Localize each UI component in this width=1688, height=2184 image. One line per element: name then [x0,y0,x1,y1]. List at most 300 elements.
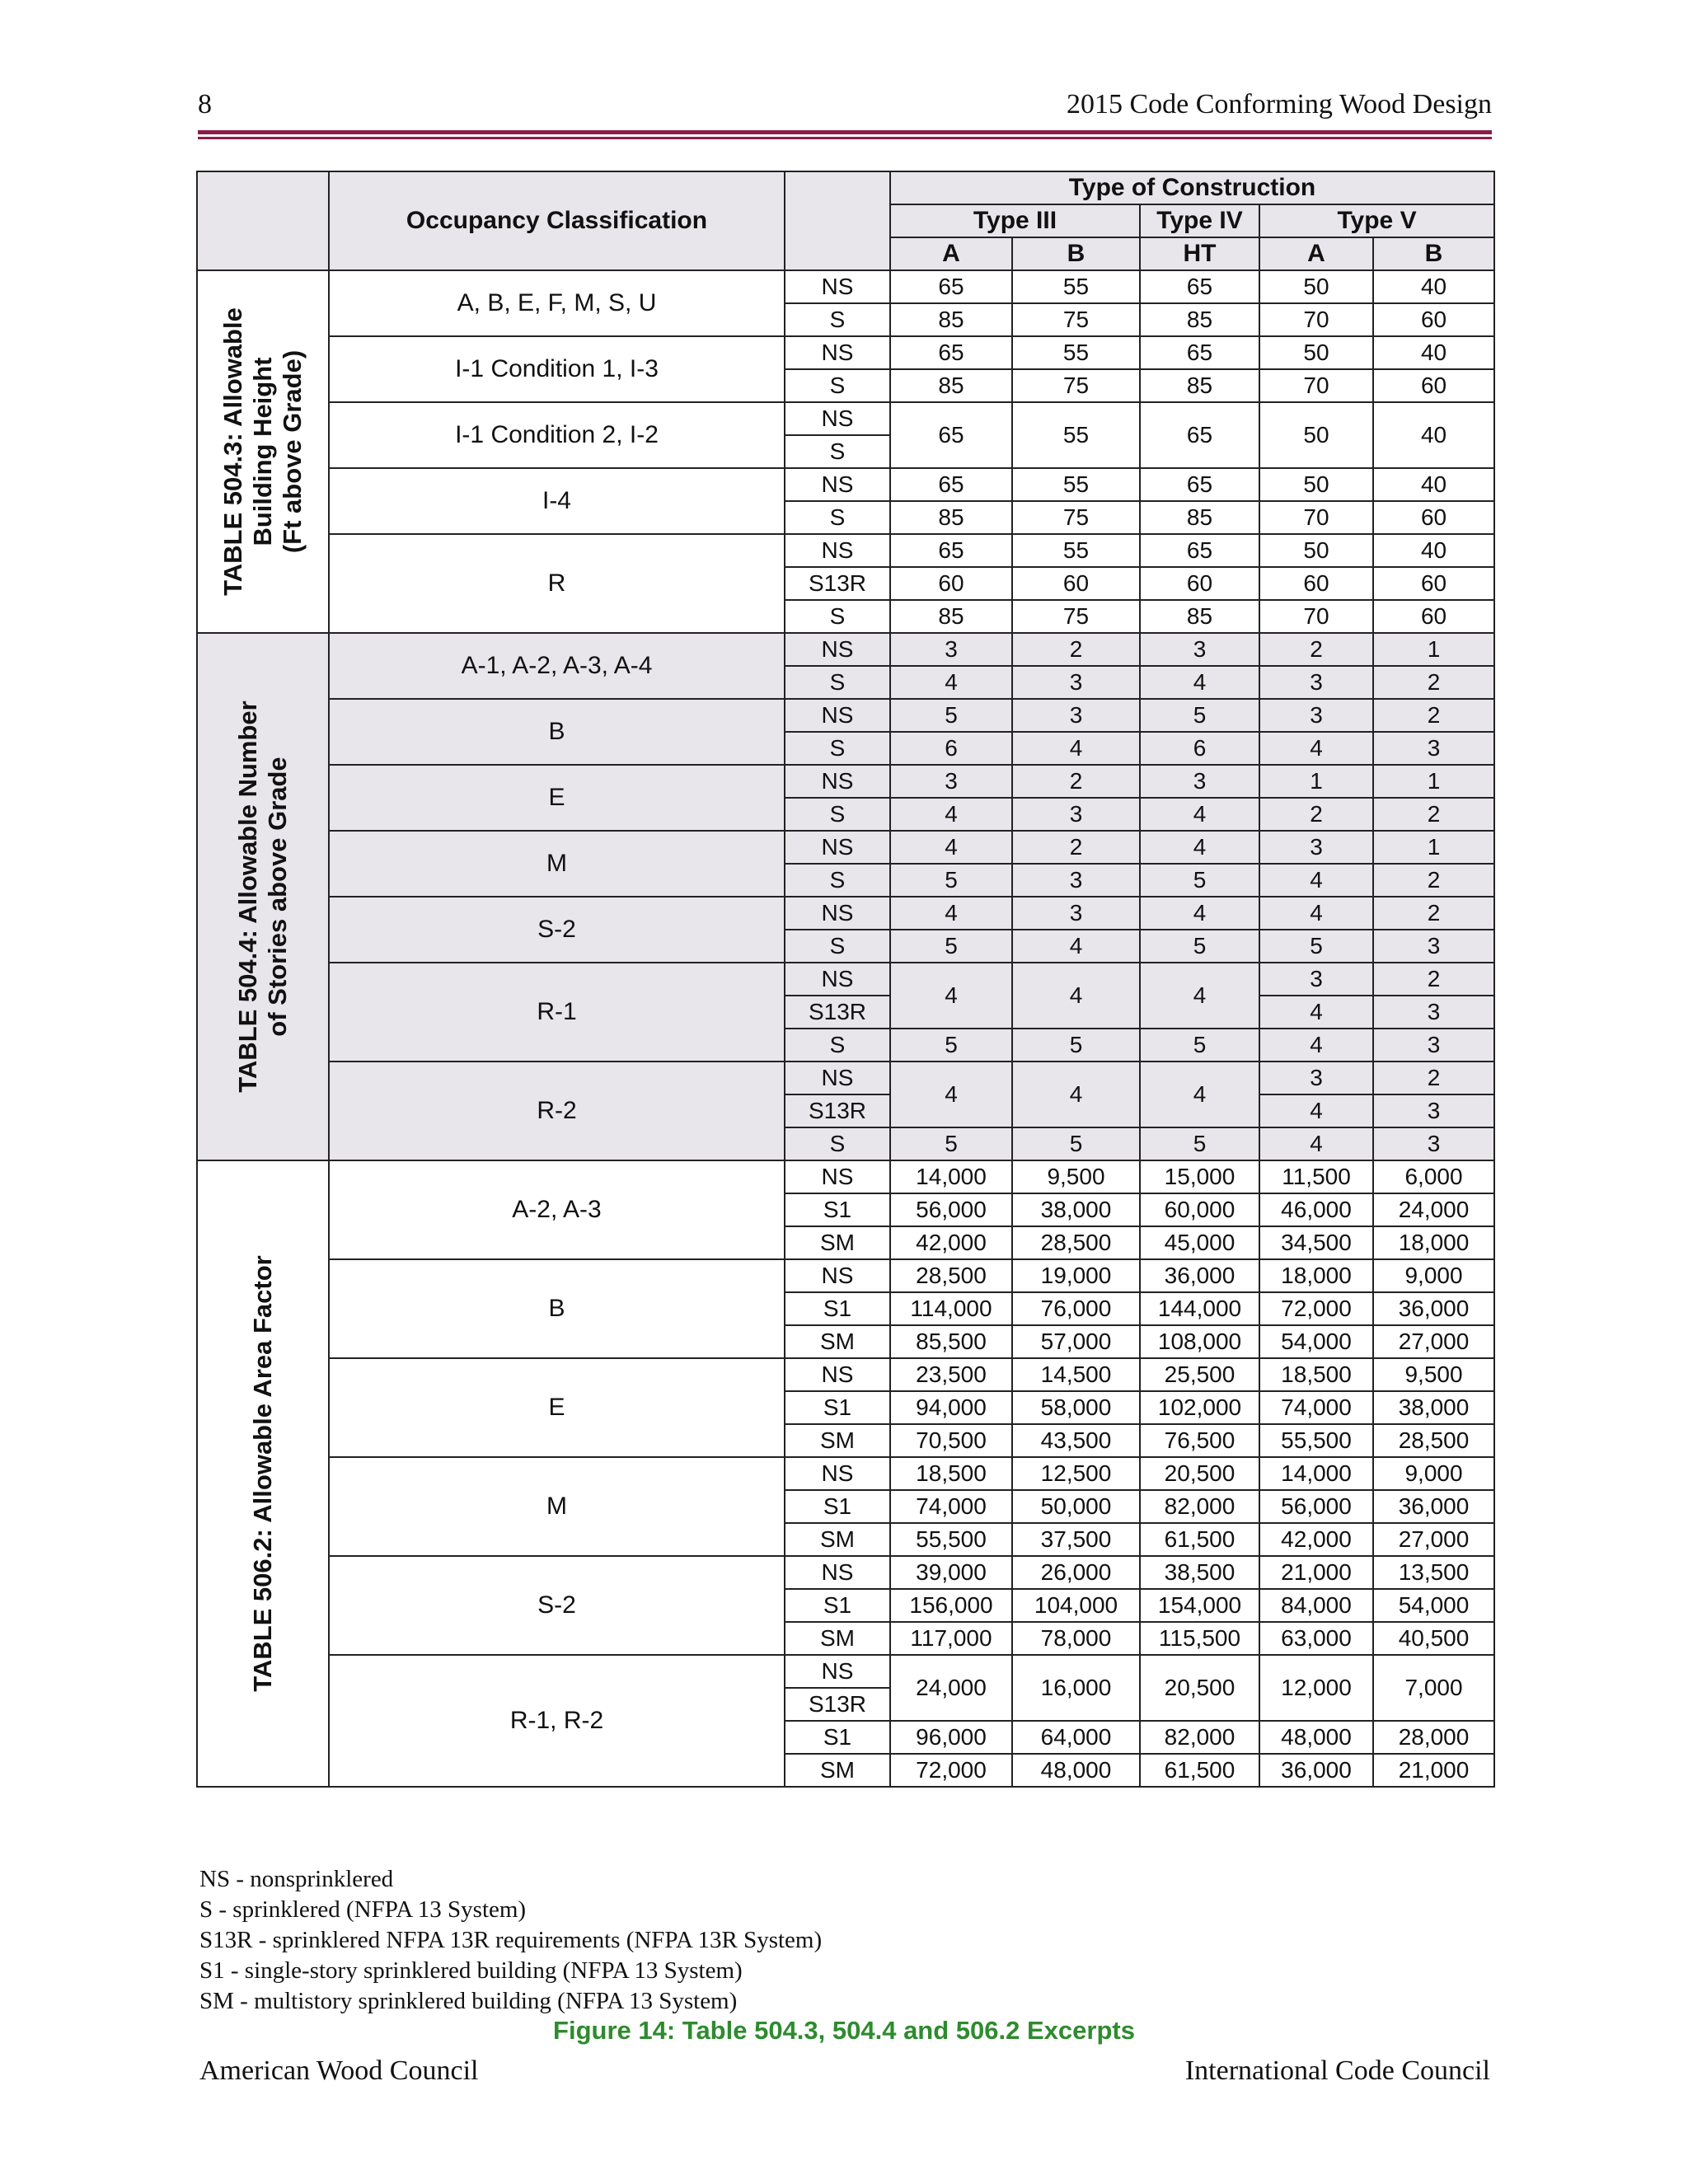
table-cell: NS [785,1655,890,1688]
table-cell: 14,500 [1012,1358,1140,1391]
table-cell: 48,000 [1259,1721,1373,1754]
table-cell: 4 [1140,831,1259,864]
table-cell: 5 [890,1029,1012,1062]
table-cell: 16,000 [1012,1655,1140,1721]
table-cell: 25,500 [1140,1358,1259,1391]
table-cell: 85 [1140,369,1259,402]
table-cell: 3 [1140,765,1259,798]
table-cell: NS [785,270,890,303]
occupancy-cell: R [329,534,785,633]
table-cell: SM [785,1754,890,1787]
table-cell: 115,500 [1140,1622,1259,1655]
table-cell: 3 [1373,930,1494,963]
table-cell: 85 [1140,600,1259,633]
table-cell: NS [785,336,890,369]
table-cell: 4 [1259,897,1373,930]
table-row [197,468,1494,501]
table-cell: 38,500 [1140,1556,1259,1589]
table-cell: NS [785,765,890,798]
table-cell: 23,500 [890,1358,1012,1391]
table-cell: 48,000 [1012,1754,1140,1787]
table-cell: 3 [1259,1062,1373,1094]
table-cell: 40 [1373,468,1494,501]
type-iii-header: Type III [890,204,1140,237]
occupancy-cell: A-2, A-3 [329,1160,785,1259]
table-cell: 3 [1373,996,1494,1029]
table-cell: 96,000 [890,1721,1012,1754]
table-cell: 5 [890,699,1012,732]
table-cell: 85 [890,501,1012,534]
type-of-construction-header: Type of Construction [890,171,1494,204]
table-cell: S [785,930,890,963]
table-row [197,633,1494,666]
table-cell: S [785,303,890,336]
table-cell: 5 [1259,930,1373,963]
table-cell: 63,000 [1259,1622,1373,1655]
table-cell: NS [785,534,890,567]
table-cell: 5 [1140,864,1259,897]
table-cell: 78,000 [1012,1622,1140,1655]
occupancy-cell: I-4 [329,468,785,534]
table-cell: 65 [1140,534,1259,567]
table-cell: 74,000 [890,1490,1012,1523]
table-cell: S13R [785,1094,890,1127]
note-sm: SM - multistory sprinklered building (NFPA 13 System) [199,1988,738,2014]
table-cell: 60 [1373,369,1494,402]
table-cell: NS [785,1457,890,1490]
table-cell: 21,000 [1373,1754,1494,1787]
table-cell: 39,000 [890,1556,1012,1589]
table-cell: 5 [1012,1029,1140,1062]
table-cell: NS [785,699,890,732]
table-cell: 40 [1373,534,1494,567]
table-cell: 3 [1012,666,1140,699]
table-cell: 82,000 [1140,1721,1259,1754]
table-cell: 50 [1259,402,1373,468]
table-cell: 18,000 [1259,1259,1373,1292]
table-row [197,1259,1494,1292]
table-cell: SM [785,1424,890,1457]
table-cell: NS [785,1160,890,1193]
table-cell: S13R [785,567,890,600]
note-s: S - sprinklered (NFPA 13 System) [199,1896,527,1923]
table-cell: S [785,600,890,633]
table-cell: S1 [785,1292,890,1325]
table-cell: 65 [1140,468,1259,501]
table-cell: 5 [1140,1029,1259,1062]
table-cell: 4 [1259,732,1373,765]
occupancy-cell: A, B, E, F, M, S, U [329,270,785,336]
occupancy-cell: R-2 [329,1062,785,1160]
table-cell: 75 [1012,501,1140,534]
table-cell: 65 [890,534,1012,567]
table-cell: 2 [1373,699,1494,732]
occupancy-cell: M [329,831,785,897]
table-cell: NS [785,897,890,930]
table-cell: 28,500 [890,1259,1012,1292]
table-cell: 4 [1140,666,1259,699]
table-cell: 70 [1259,303,1373,336]
table-cell: S [785,369,890,402]
table-cell: 4 [1012,1062,1140,1127]
table-cell: 85,500 [890,1325,1012,1358]
table-cell: 21,000 [1259,1556,1373,1589]
table-cell: S1 [785,1589,890,1622]
table-cell: 3 [1259,963,1373,996]
table-cell: 2 [1012,831,1140,864]
table-cell: 60 [1373,501,1494,534]
note-s13r: S13R - sprinklered NFPA 13R requirements (NFPA 13R System) [199,1927,823,1953]
table-cell: 4 [1012,963,1140,1029]
table-cell: 6,000 [1373,1160,1494,1193]
table-cell: 2 [1373,897,1494,930]
table-cell: 5 [1012,1127,1140,1160]
table-cell: 3 [890,765,1012,798]
occupancy-cell: B [329,1259,785,1358]
table-cell: 65 [890,402,1012,468]
table-cell: 3 [1373,732,1494,765]
table-cell: 27,000 [1373,1325,1494,1358]
table-cell: 4 [1012,930,1140,963]
table-cell: 58,000 [1012,1391,1140,1424]
table-cell: 2 [1373,1062,1494,1094]
table-cell: 36,000 [1373,1490,1494,1523]
table-cell: 56,000 [890,1193,1012,1226]
table-row [197,402,1494,435]
table-cell: 5 [1140,930,1259,963]
table-row [197,336,1494,369]
table-cell: 3 [1012,897,1140,930]
note-s1: S1 - single-story sprinklered building (NFPA 13 System) [199,1957,743,1984]
table-row [197,765,1494,798]
table-cell: 27,000 [1373,1523,1494,1556]
table-cell: 4 [1140,798,1259,831]
table-cell: 46,000 [1259,1193,1373,1226]
table-cell: 40 [1373,336,1494,369]
table-cell: 3 [1012,699,1140,732]
code-table [196,171,1495,1788]
sprinkler-header [785,171,890,270]
table-cell: 9,500 [1373,1358,1494,1391]
table-cell: NS [785,1259,890,1292]
table-row [197,1556,1494,1589]
table-cell: 55 [1012,534,1140,567]
table-row [197,1160,1494,1193]
table-cell: 4 [1140,897,1259,930]
table-row [197,1358,1494,1391]
corner-cell [197,171,329,270]
table-cell: 20,500 [1140,1457,1259,1490]
table-cell: 108,000 [1140,1325,1259,1358]
occupancy-header: Occupancy Classification [329,171,785,270]
table-cell: 72,000 [1259,1292,1373,1325]
table-cell: NS [785,1358,890,1391]
table-cell: 70 [1259,369,1373,402]
table-cell: 14,000 [890,1160,1012,1193]
table-row [197,1655,1494,1688]
footer-left: American Wood Council [199,2055,479,2086]
table-cell: 3 [1140,633,1259,666]
table-cell: 9,000 [1373,1457,1494,1490]
table-cell: S [785,732,890,765]
table-cell: S1 [785,1490,890,1523]
occupancy-cell: B [329,699,785,765]
table-cell: 65 [1140,336,1259,369]
table-cell: 38,000 [1012,1193,1140,1226]
table-cell: NS [785,963,890,996]
table-cell: 9,000 [1373,1259,1494,1292]
table-cell: NS [785,1556,890,1589]
table-cell: 40 [1373,402,1494,468]
table-cell: 5 [1140,699,1259,732]
table-cell: 50,000 [1012,1490,1140,1523]
table-cell: S [785,1029,890,1062]
table-cell: 4 [890,666,1012,699]
table-cell: S13R [785,1688,890,1721]
table-row [197,963,1494,996]
table-cell: 4 [1259,864,1373,897]
table-cell: 1 [1373,765,1494,798]
table-cell: 156,000 [890,1589,1012,1622]
table-cell: 28,500 [1012,1226,1140,1259]
table-cell: 5 [890,1127,1012,1160]
table-row [197,897,1494,930]
table-cell: SM [785,1325,890,1358]
table-cell: 60 [1140,567,1259,600]
table-cell: 24,000 [890,1655,1012,1721]
table-cell: 50 [1259,534,1373,567]
table-cell: 4 [890,798,1012,831]
table-cell: 60 [1373,600,1494,633]
table-cell: 60,000 [1140,1193,1259,1226]
header-rule-thick [198,130,1492,134]
table-cell: 36,000 [1140,1259,1259,1292]
occupancy-cell: I-1 Condition 1, I-3 [329,336,785,402]
table-cell: 12,000 [1259,1655,1373,1721]
table-cell: 4 [890,831,1012,864]
table-cell: NS [785,1062,890,1094]
table-cell: S [785,798,890,831]
table-cell: S [785,501,890,534]
table-cell: 3 [1373,1127,1494,1160]
header-rule-thin [198,137,1492,139]
table-cell: 65 [1140,270,1259,303]
table-cell: 45,000 [1140,1226,1259,1259]
table-cell: 2 [1012,765,1140,798]
occupancy-cell: E [329,765,785,831]
table-cell: 60 [890,567,1012,600]
table-cell: 82,000 [1140,1490,1259,1523]
table-cell: 65 [890,270,1012,303]
table-cell: 70,500 [890,1424,1012,1457]
table-cell: 5 [890,864,1012,897]
occupancy-cell: S-2 [329,1556,785,1655]
table-cell: 85 [890,369,1012,402]
table-cell: 3 [1259,699,1373,732]
table-cell: 4 [1140,1062,1259,1127]
table-cell: 50 [1259,468,1373,501]
table-cell: 55 [1012,402,1140,468]
table-cell: 4 [1259,1127,1373,1160]
table-cell: NS [785,633,890,666]
table-cell: 4 [1259,996,1373,1029]
table-row [197,1062,1494,1094]
table-cell: 55 [1012,468,1140,501]
table-cell: 42,000 [1259,1523,1373,1556]
table-cell: 28,500 [1373,1424,1494,1457]
table-cell: 2 [1373,798,1494,831]
table-cell: 5 [890,930,1012,963]
table-cell: 60 [1259,567,1373,600]
table-cell: 61,500 [1140,1754,1259,1787]
col-iii-a: A [890,237,1012,270]
table-cell: 144,000 [1140,1292,1259,1325]
table-cell: 4 [1259,1029,1373,1062]
table-cell: 4 [1259,1094,1373,1127]
table-cell: S [785,864,890,897]
table-cell: 102,000 [1140,1391,1259,1424]
table-cell: 4 [890,897,1012,930]
table-cell: 6 [890,732,1012,765]
page-number: 8 [198,89,212,120]
table-cell: 26,000 [1012,1556,1140,1589]
table-cell: 60 [1012,567,1140,600]
occupancy-cell: R-1 [329,963,785,1062]
section-label-506-2: TABLE 506.2: Allowable Area Factor [197,1160,329,1787]
table-cell: 114,000 [890,1292,1012,1325]
table-cell: 55 [1012,336,1140,369]
table-cell: 36,000 [1259,1754,1373,1787]
table-cell: 60 [1373,303,1494,336]
table-cell: 42,000 [890,1226,1012,1259]
table-cell: 2 [1012,633,1140,666]
table-cell: 40,500 [1373,1622,1494,1655]
table-cell: 55 [1012,270,1140,303]
table-cell: 9,500 [1012,1160,1140,1193]
table-row [197,534,1494,567]
type-v-header: Type V [1259,204,1494,237]
table-cell: 18,500 [1259,1358,1373,1391]
table-cell: 70 [1259,600,1373,633]
table-cell: 2 [1373,666,1494,699]
occupancy-cell: S-2 [329,897,785,963]
occupancy-cell: M [329,1457,785,1556]
table-cell: 24,000 [1373,1193,1494,1226]
table-cell: 65 [1140,402,1259,468]
table-cell: 104,000 [1012,1589,1140,1622]
occupancy-cell: I-1 Condition 2, I-2 [329,402,785,468]
table-cell: 7,000 [1373,1655,1494,1721]
table-cell: 20,500 [1140,1655,1259,1721]
table-cell: 84,000 [1259,1589,1373,1622]
table-cell: 18,000 [1373,1226,1494,1259]
table-cell: 3 [1012,798,1140,831]
table-cell: NS [785,468,890,501]
table-cell: 85 [890,600,1012,633]
table-cell: 40 [1373,270,1494,303]
table-cell: 19,000 [1012,1259,1140,1292]
table-row [197,270,1494,303]
table-cell: 37,500 [1012,1523,1140,1556]
table-cell: 50 [1259,270,1373,303]
table-cell: SM [785,1622,890,1655]
table-cell: 38,000 [1373,1391,1494,1424]
table-cell: 64,000 [1012,1721,1140,1754]
table-cell: S [785,435,890,468]
table-cell: 14,000 [1259,1457,1373,1490]
table-cell: 3 [1373,1094,1494,1127]
table-cell: 85 [1140,303,1259,336]
table-cell: 85 [890,303,1012,336]
table-cell: 13,500 [1373,1556,1494,1589]
note-ns: NS - nonsprinklered [199,1866,394,1892]
table-cell: S [785,1127,890,1160]
table-cell: S1 [785,1193,890,1226]
table-cell: 54,000 [1259,1325,1373,1358]
occupancy-cell: A-1, A-2, A-3, A-4 [329,633,785,699]
table-cell: 4 [890,1062,1012,1127]
table-cell: 76,000 [1012,1292,1140,1325]
table-cell: 61,500 [1140,1523,1259,1556]
table-cell: 1 [1373,633,1494,666]
table-cell: 34,500 [1259,1226,1373,1259]
table-cell: 154,000 [1140,1589,1259,1622]
table-cell: 1 [1373,831,1494,864]
page-header [198,89,1492,130]
occupancy-cell: E [329,1358,785,1457]
table-cell: SM [785,1523,890,1556]
footer-right: International Code Council [1184,2055,1490,2086]
table-cell: 5 [1140,1127,1259,1160]
table-cell: 11,500 [1259,1160,1373,1193]
table-cell: 94,000 [890,1391,1012,1424]
table-cell: 65 [890,468,1012,501]
table-cell: 55,500 [1259,1424,1373,1457]
section-label-504-3: TABLE 504.3: Allowable Building Height (Ft above Grade) [197,270,329,633]
occupancy-cell: R-1, R-2 [329,1655,785,1787]
table-cell: 15,000 [1140,1160,1259,1193]
table-cell: 2 [1373,963,1494,996]
table-cell: 3 [890,633,1012,666]
table-cell: NS [785,402,890,435]
table-cell: 12,500 [1012,1457,1140,1490]
table-cell: 55,500 [890,1523,1012,1556]
table-cell: 54,000 [1373,1589,1494,1622]
table-cell: 85 [1140,501,1259,534]
table-cell: S1 [785,1391,890,1424]
table-cell: 76,500 [1140,1424,1259,1457]
table-cell: 2 [1373,864,1494,897]
table-cell: 65 [890,336,1012,369]
table-cell: 75 [1012,303,1140,336]
figure-caption: Figure 14: Table 504.3, 504.4 and 506.2 Excerpts [553,2016,1135,2045]
table-row [197,831,1494,864]
table-cell: 28,000 [1373,1721,1494,1754]
table-cell: 75 [1012,369,1140,402]
table-cell: 3 [1373,1029,1494,1062]
table-cell: SM [785,1226,890,1259]
table-cell: 2 [1259,798,1373,831]
table-cell: 3 [1012,864,1140,897]
table-cell: S1 [785,1721,890,1754]
table-row [197,1457,1494,1490]
running-title: 2015 Code Conforming Wood Design [1066,89,1492,120]
table-cell: NS [785,831,890,864]
table-cell: 18,500 [890,1457,1012,1490]
col-v-a: A [1259,237,1373,270]
table-cell: 4 [890,963,1012,1029]
table-cell: 75 [1012,600,1140,633]
